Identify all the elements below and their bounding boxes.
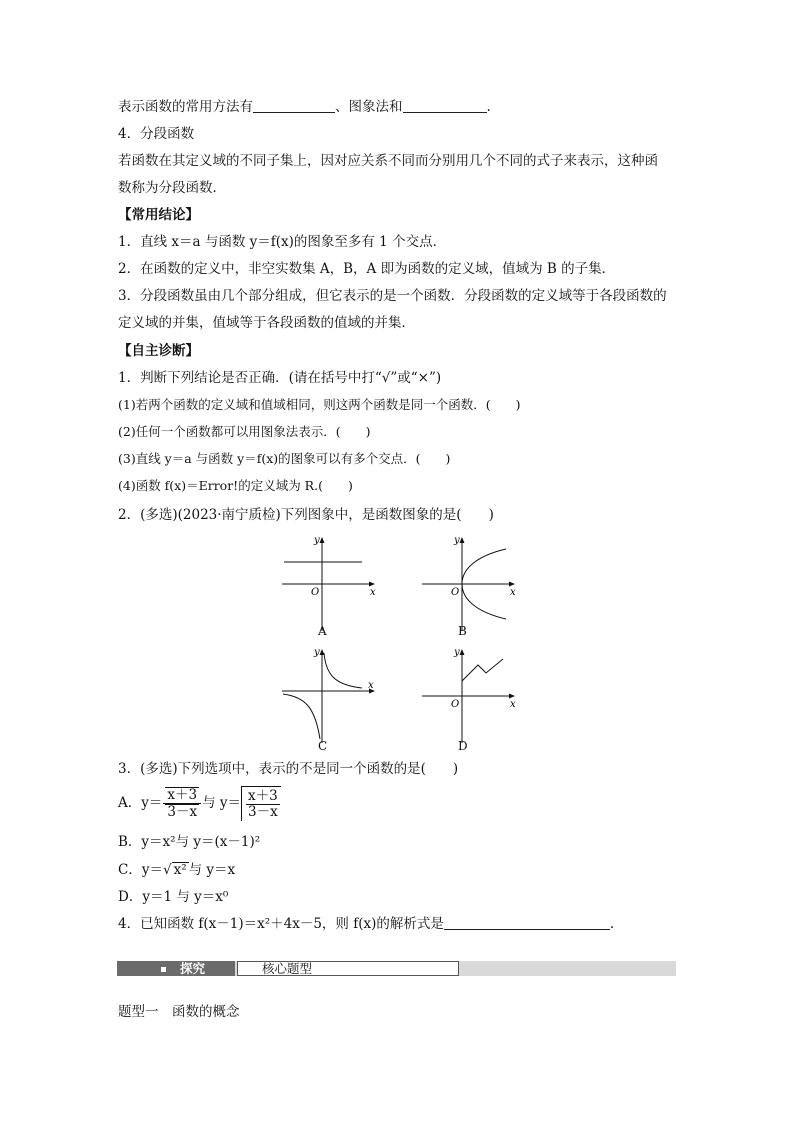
question-1: 1．判断下列结论是否正确．(请在括号中打“√”或“×”) [118,370,442,386]
graph-a-label: A [318,624,327,638]
x-label: x [368,680,374,691]
question-3: 3．(多选)下列选项中，表示的不是同一个函数的是( ) [118,761,459,777]
banner-right [237,961,459,976]
conclusions-heading: 【常用结论】 [118,207,199,223]
question-1-4: (4)函数 f(x)＝Error!的定义域为 R.( ) [118,478,353,493]
period: . [609,916,615,932]
x-arrow-icon [509,694,515,699]
methods-text: 表示函数的常用方法有 [118,99,253,115]
question-1-2: (2)任何一个函数都可以用图象法表示．( ) [118,424,371,439]
option-a [118,786,281,822]
period: . [486,99,491,115]
option-a-label: A．y＝ [118,795,163,811]
denominator-1: 3－x [167,804,198,820]
question-2: 2．(多选)(2023·南宁质检)下列图象中，是函数图象的是( ) [118,507,494,523]
y-arrow-icon [460,649,465,655]
option-b: B．y＝x²与 y＝(x－1)² [118,834,261,850]
banner-left-text: 探究 [180,961,206,976]
graph-c [280,645,380,745]
graph-a-svg [280,533,380,633]
question-1-3: (3)直线 y＝a 与函数 y＝f(x)的图象可以有多个交点．( ) [118,451,451,466]
banner-left [117,961,235,976]
option-c-pre: C．y＝ [118,862,163,878]
y-label: y [314,647,320,658]
option-a-mid: 与 y＝ [202,795,242,811]
answer-blank-1[interactable] [253,98,335,113]
banner-right-text: 核心题型 [262,961,313,976]
graph-c-curve-right [324,653,362,688]
graph-d [420,645,520,745]
fraction-2 [246,789,280,820]
methods-line [118,98,491,116]
graph-b [420,533,520,633]
origin-label: O [451,587,460,598]
x-label: x [510,587,516,598]
methods-text-2: 、图象法和 [335,99,403,115]
graph-d-svg [420,645,520,745]
origin-label: O [311,587,320,598]
y-label: y [454,535,460,546]
option-d: D．y＝1 与 y＝x⁰ [118,889,229,905]
diagnosis-heading: 【自主诊断】 [118,343,199,359]
x-label: x [510,699,516,710]
conclusion-3a: 3．分段函数虽由几个部分组成，但它表示的是一个函数．分段函数的定义域等于各段函数的 [118,288,667,304]
question-1-1: (1)若两个函数的定义域和值域相同，则这两个函数是同一个函数．( ) [118,397,521,412]
graph-c-label: C [318,739,328,753]
graph-c-curve-left [283,694,320,739]
x-label: x [370,587,376,598]
numerator-2: x＋3 [248,788,278,804]
piecewise-def-1: 若函数在其定义域的不同子集上，因对应关系不同而分别用几个不同的式子来表示，这种函 [118,153,658,169]
conclusion-1: 1．直线 x＝a 与函数 y＝f(x)的图象至多有 1 个交点． [118,234,447,250]
graph-b-label: B [458,624,467,638]
option-c: C．y＝√ x² 与 y＝x [118,862,236,878]
question-4-text: 4．已知函数 f(x－1)＝x²＋4x－5，则 f(x)的解析式是 [118,916,444,932]
square-icon [161,967,166,972]
y-arrow-icon [460,537,465,543]
option-c-root: x² [173,862,187,878]
origin-label: O [451,699,460,710]
y-arrow-icon [320,537,325,543]
answer-blank-2[interactable] [403,98,487,113]
numerator-1: x＋3 [167,787,198,803]
big-root [241,786,281,821]
graph-d-label: D [458,739,468,753]
graph-d-curve [462,659,503,681]
denominator-2: 3－x [248,804,278,820]
conclusion-2: 2．在函数的定义中，非空实数集 A，B，A 即为函数的定义域，值域为 B 的子集． [118,261,616,277]
conclusion-3b: 定义域的并集，值域等于各段函数的值域的并集． [118,315,415,331]
fraction-1 [163,787,201,820]
graph-b-svg [420,533,520,633]
x-arrow-icon [369,582,375,587]
section-4-heading: 4．分段函数 [118,126,195,142]
y-label: y [314,535,320,546]
graph-a [280,533,380,633]
piecewise-def-2: 数称为分段函数． [118,180,226,196]
graph-c-svg [280,645,380,745]
answer-blank-3[interactable] [444,915,610,930]
question-4 [118,915,614,933]
topic-1-heading: 题型一 函数的概念 [118,1004,240,1020]
section-banner [117,958,676,980]
x-arrow-icon [509,582,515,587]
y-label: y [454,647,460,658]
option-c-post: 与 y＝x [188,862,236,878]
